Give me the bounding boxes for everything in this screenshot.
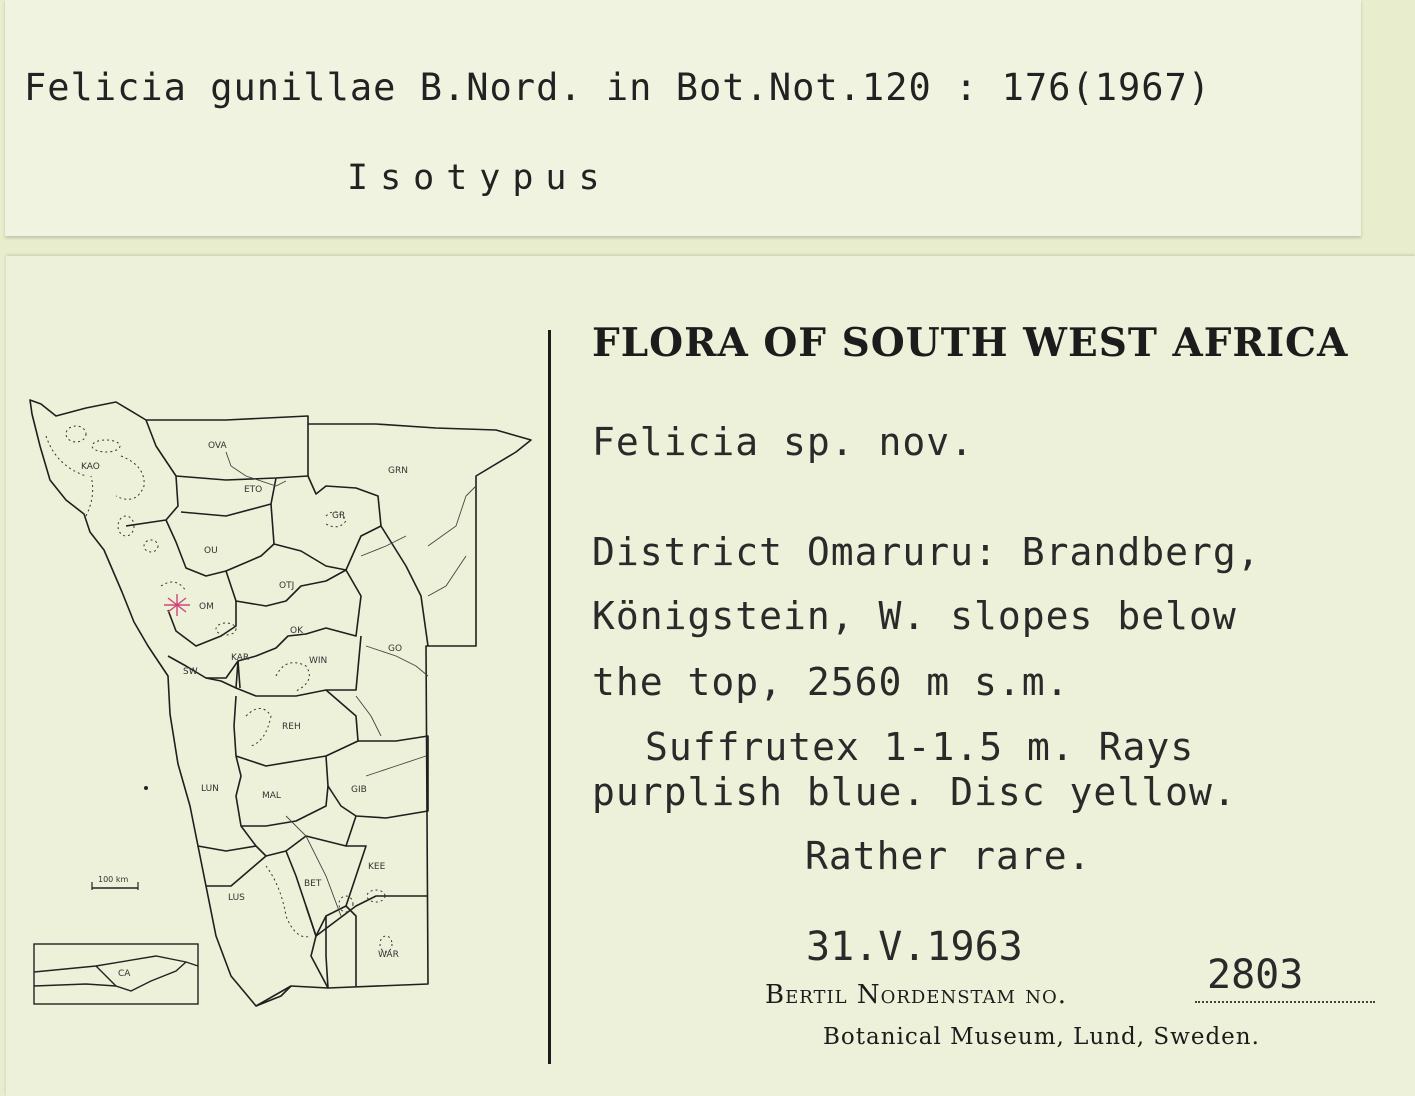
annotation-strip — [5, 0, 1361, 236]
locality-line: the top, 2560 m s.m. — [592, 660, 1070, 704]
svg-text:REH: REH — [282, 722, 301, 732]
collection-number: 2803 — [1207, 952, 1304, 998]
locality-marker — [164, 594, 190, 616]
inset-map — [34, 944, 198, 1004]
svg-text:CA: CA — [118, 969, 131, 979]
svg-text:OM: OM — [199, 602, 214, 612]
district-map — [26, 396, 536, 1016]
vertical-divider — [548, 330, 551, 1064]
svg-text:GIB: GIB — [351, 785, 367, 795]
svg-text:WAR: WAR — [378, 950, 399, 960]
taxon-name: Felicia sp. nov. — [592, 420, 975, 464]
type-status: Isotypus — [347, 158, 612, 198]
scale-bar — [92, 875, 138, 890]
svg-text:MAL: MAL — [262, 791, 281, 801]
label-header: FLORA OF SOUTH WEST AFRICA — [592, 320, 1349, 366]
svg-text:ETO: ETO — [244, 485, 263, 495]
svg-text:GR: GR — [332, 511, 346, 521]
svg-text:BET: BET — [304, 879, 322, 889]
svg-text:LUS: LUS — [228, 893, 245, 903]
description-line: Rather rare. — [805, 834, 1092, 878]
svg-text:SW: SW — [183, 667, 198, 677]
svg-text:LUN: LUN — [201, 784, 219, 794]
svg-text:KAO: KAO — [81, 462, 100, 472]
svg-text:OVA: OVA — [208, 441, 227, 451]
description-line: Suffrutex 1-1.5 m. Rays — [645, 725, 1195, 769]
svg-text:KAR: KAR — [231, 653, 250, 663]
collection-date: 31.V.1963 — [806, 924, 1023, 970]
determination-line: Felicia gunillae B.Nord. in Bot.Not.120 : 176(1967) — [24, 66, 1212, 109]
svg-text:WIN: WIN — [309, 656, 328, 666]
svg-text:GO: GO — [388, 644, 403, 654]
collector: Bertil Nordenstam no. — [765, 980, 1068, 1010]
svg-text:OU: OU — [204, 546, 218, 556]
institution: Botanical Museum, Lund, Sweden. — [823, 1024, 1260, 1050]
number-dotted-line — [1195, 1001, 1375, 1003]
svg-text:OTJ: OTJ — [279, 581, 295, 591]
description-line: purplish blue. Disc yellow. — [592, 770, 1237, 814]
svg-text:KEE: KEE — [368, 862, 386, 872]
svg-text:GRN: GRN — [388, 466, 408, 476]
locality-line: Königstein, W. slopes below — [592, 594, 1237, 638]
country-outline — [30, 400, 531, 1006]
svg-text:100 km: 100 km — [98, 875, 129, 884]
svg-text:OK: OK — [290, 626, 303, 636]
locality-line: District Omaruru: Brandberg, — [592, 530, 1261, 574]
